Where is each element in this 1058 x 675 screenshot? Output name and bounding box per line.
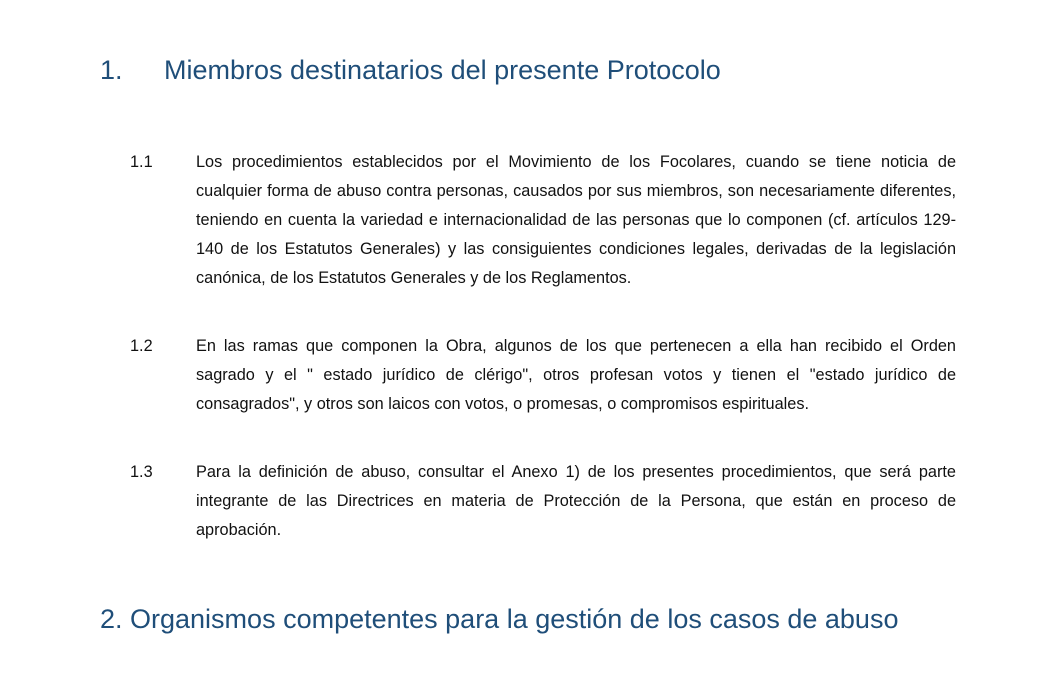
section-2-heading: 2. Organismos competentes para la gestión de los casos de abuso bbox=[100, 604, 899, 634]
paragraph-text: En las ramas que componen la Obra, algunos de los que pertenecen a ella han recibido el Orden sagrado y el " estado jurídico de clérigo", otros profesan votos y tienen el "estado jurídico de consagrados", y otros son laicos con votos, o promesas, o compromisos espirituales. bbox=[196, 337, 956, 413]
paragraph-number: 1.1 bbox=[130, 153, 153, 171]
paragraph-text: Los procedimientos establecidos por el Movimiento de los Focolares, cuando se tiene noticia de cualquier forma de abuso contra personas, causados por sus miembros, son necesariamente diferentes, teniendo en cuenta la variedad e internacionalidad de las personas que lo componen (cf. artículos 129-140 de los Estatutos Generales) y las consiguientes condiciones legales, derivadas de la legislación canónica, de los Estatutos Generales y de los Reglamentos. bbox=[196, 153, 956, 287]
section-1-title: Miembros destinatarios del presente Protocolo bbox=[164, 55, 721, 85]
paragraph-number: 1.2 bbox=[130, 337, 153, 355]
paragraph-text: Para la definición de abuso, consultar el Anexo 1) de los presentes procedimientos, que será parte integrante de las Directrices en materia de Protección de la Persona, que están en proceso de aprobación. bbox=[196, 463, 956, 539]
section-1-number: 1. bbox=[100, 55, 123, 85]
paragraph-number: 1.3 bbox=[130, 463, 153, 481]
